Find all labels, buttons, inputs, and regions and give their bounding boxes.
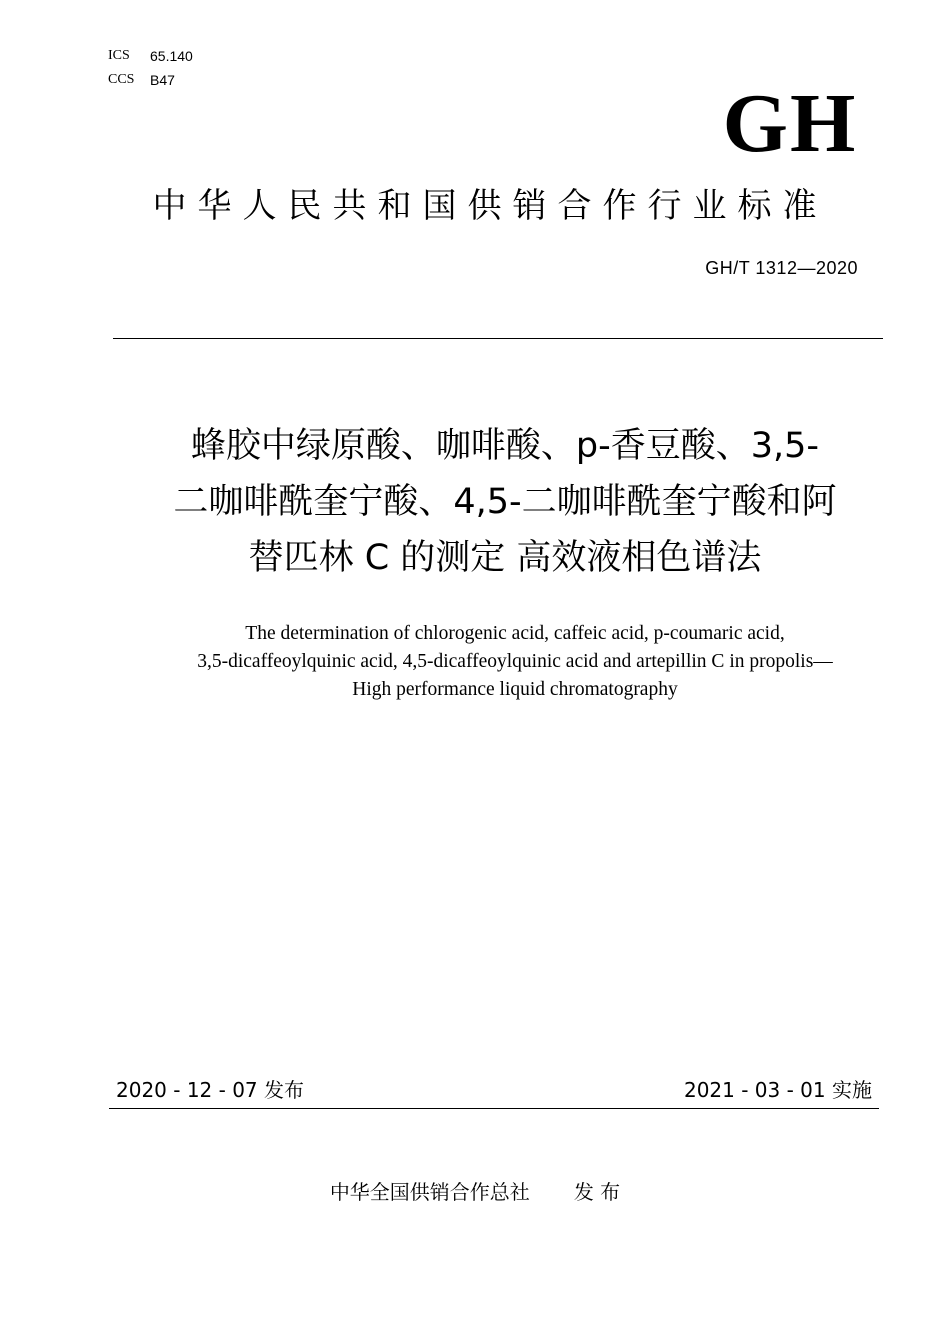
publisher-name: 中华全国供销合作总社 [329, 1180, 530, 1204]
standard-title: 中华人民共和国供销合作行业标准 [152, 186, 828, 226]
title-cn-line-1: 蜂胶中绿原酸、咖啡酸、p-香豆酸、3,5- [190, 426, 820, 466]
ccs-row [108, 68, 193, 92]
publisher-action: 发 布 [573, 1180, 621, 1204]
title-en-line-3: High performance liquid chromatography [352, 679, 678, 700]
title-cn-line-3: 替匹林 C 的测定 高效液相色谱法 [248, 538, 762, 578]
bottom-divider [109, 1108, 879, 1109]
ics-label: ICS [108, 48, 130, 63]
ccs-value: B47 [150, 72, 175, 88]
standard-number: GH/T 1312—2020 [705, 258, 858, 278]
ics-row [108, 44, 193, 68]
implementation-date: 2021 - 03 - 01 实施 [683, 1078, 872, 1102]
title-en-line-1: The determination of chlorogenic acid, caffeic acid, p-coumaric acid, [245, 623, 785, 644]
document-title-en [80, 620, 950, 704]
title-en-line-2: 3,5-dicaffeoylquinic acid, 4,5-dicaffeoylquinic acid and artepillin C in propolis— [197, 651, 833, 672]
document-title-cn [96, 418, 914, 586]
publisher-line [0, 1176, 950, 1205]
top-divider [113, 338, 883, 339]
gh-logo: GH [722, 77, 858, 170]
classification-codes [108, 44, 193, 92]
title-cn-line-2: 二咖啡酰奎宁酸、4,5-二咖啡酰奎宁酸和阿 [173, 482, 837, 522]
ics-value: 65.140 [150, 48, 193, 64]
ccs-label: CCS [108, 72, 135, 87]
issue-date: 2020 - 12 - 07 发布 [116, 1078, 305, 1102]
